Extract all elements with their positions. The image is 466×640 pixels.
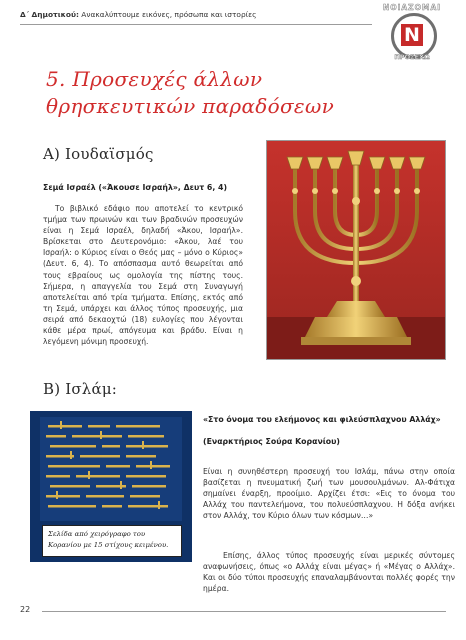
chapter-title [46, 66, 426, 120]
quran-manuscript-photo [30, 411, 192, 562]
logo-top-text: ΝΟΙΑΖΟΜΑΙ [382, 3, 442, 12]
prayer-title: «Στο όνομα του ελεήμονος και φιλεύσπλαχνου Αλλάχ» [203, 415, 441, 424]
running-head-grade: Δ΄ Δημοτικού: [20, 10, 79, 19]
header-rule [20, 24, 372, 25]
menorah-photo [266, 140, 446, 360]
section-b-paragraph-2-wrap [43, 550, 455, 594]
logo-bottom-text: ΠΡΟΣΕΧΩ [394, 53, 430, 61]
running-head-subtitle: Ανακαλύπτουμε εικόνες, πρόσωπα και ιστορίες [81, 10, 257, 19]
footer-rule [42, 611, 446, 612]
chapter-title-line-1: 5. Προσευχές άλλων [46, 67, 263, 91]
logo-letter: N [401, 24, 423, 46]
section-b-paragraph-2: Επίσης, άλλος τύπος προσευχής είναι μερικές σύντομες αναφωνήσεις, όπως «ο Αλλάχ είναι μέγας» ή «Μέγας ο Αλλάχ». Και οι δύο τύποι προσευχής επαναλαμβάνονται πολλές φορές την ημέρα. [203, 551, 455, 594]
section-a-subhead: Σεμά Ισραέλ («Άκουσε Ισραήλ», Δευτ 6, 4) [43, 183, 228, 192]
chapter-title-line-2: θρησκευτικών παραδόσεων [46, 94, 335, 118]
running-head [20, 10, 256, 19]
section-a-paragraph: Το βιβλικό εδάφιο που αποτελεί το κεντρικό τμήμα των πρωινών και των βραδινών προσευχών είναι η Σεμά Ισραέλ, δηλαδή «Άκου, Ισραήλ». Βρίσκεται στο Δευτερονόμιο: «Άκου, λαέ του Ισραήλ: ο Κύριος είναι ο Θεός μας – μόνο ο Κύριος» (Δευτ. 6, 4). Το απόσπασμα αυτό θεωρείται από τους εβραίους ως ομολογία της πίστης τους. Σήμερα, η απαγγελία του Σεμά στη Συναγωγή αποτελείται από τρία τμήματα. Επίσης, εκτός από τη Σεμά, υπάρχει και άλλος τύπος προσευχής, μια σειρά από δεκαοχτώ (18) ευλογίες που λέγονται κάθε μέρα πρωί, απόγευμα και βράδυ. Είναι η λεγόμενη μόνιμη προσευχή. [43, 204, 243, 347]
prayer-source: (Εναρκτήριος Σούρα Κορανίου) [203, 437, 340, 446]
series-logo [380, 3, 444, 61]
page-number: 22 [20, 605, 31, 614]
section-b-title: Β) Ισλάμ: [43, 380, 118, 398]
quran-caption: Σελίδα από χειρόγραφο του Κορανίου με 15 στίχους κειμένου. [42, 525, 182, 557]
quran-script-image [30, 411, 192, 523]
section-b-paragraph-1: Είναι η συνηθέστερη προσευχή του Ισλάμ, πάνω στην οποία βασίζεται η πνευματική ζωή των μουσουλμάνων. Αλ-Φάτιχα σημαίνει έναρξη, προοίμιο. Αρχίζει έτσι: «Εις το όνομα του Αλλάχ του παντελεήμονα, του πολυεύσπλαχνου. Η δόξα ανήκει στον Αλλάχ, τον Κύριο όλων των κόσμων…» [203, 467, 455, 521]
section-a-title: Α) Ιουδαϊσμός [43, 145, 154, 163]
